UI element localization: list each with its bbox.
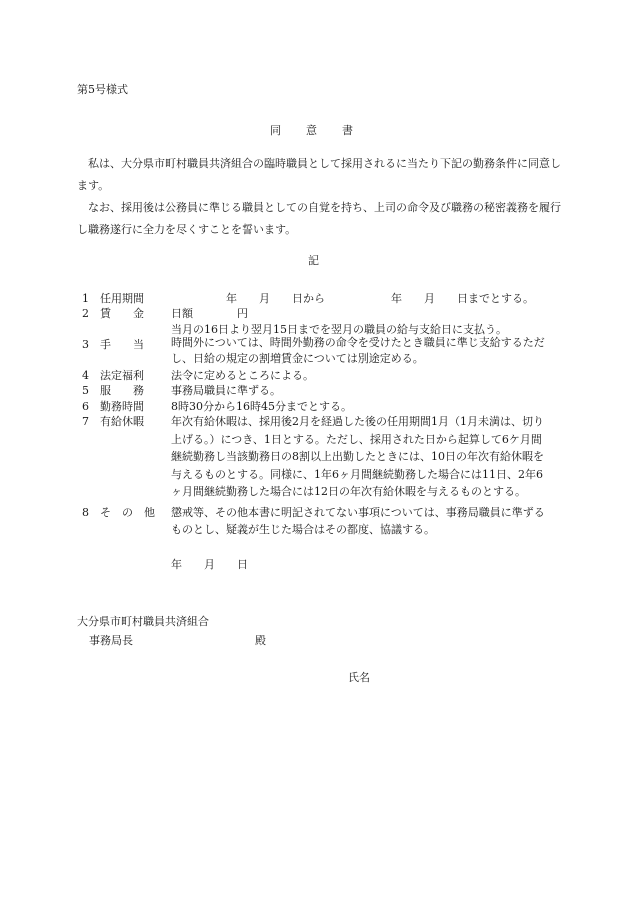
item-number: 3 xyxy=(82,338,89,351)
director-title: 事務局長 xyxy=(89,634,133,647)
date-month: 月 xyxy=(204,558,215,571)
item-text: 事務局職員に準ずる。 xyxy=(171,384,281,397)
item-label: 賃 金 xyxy=(100,307,144,320)
item-text: 法令に定めるところによる。 xyxy=(171,369,314,382)
item-number: 7 xyxy=(82,415,89,428)
item-number: 6 xyxy=(82,400,89,413)
document-title xyxy=(270,123,353,138)
item-label: 勤務時間 xyxy=(100,400,144,413)
consent-paragraph: 私は、大分県市町村職員共済組合の臨時職員として採用されるに当たり下記の勤務条件に同意します。 xyxy=(77,157,561,192)
item-number: 2 xyxy=(82,307,89,320)
item-text: 日額 円 xyxy=(171,307,248,320)
title-char-2: 意 xyxy=(306,124,317,137)
item-number: 4 xyxy=(82,369,89,382)
honorific: 殿 xyxy=(255,634,266,647)
date-year: 年 xyxy=(171,558,182,571)
item-label: 服 務 xyxy=(100,384,144,397)
item-text: 年 月 日から 年 月 日までとする。 xyxy=(171,292,534,305)
organization-name: 大分県市町村職員共済組合 xyxy=(77,615,209,628)
title-char-3: 書 xyxy=(342,124,353,137)
item-number: 8 xyxy=(82,506,89,519)
signature-label: 氏名 xyxy=(348,671,370,684)
item-label: 法定福利 xyxy=(100,369,144,382)
ki-heading: 記 xyxy=(308,254,319,267)
item-text: 8時30分から16時45分までとする。 xyxy=(171,400,352,413)
item-text: 年次有給休暇は、採用後2月を経過した後の任用期間1月（1月未満は、切り上げる。）につき、1日とする。ただし、採用された日から起算して6ケ月間継続勤務し当該勤務日の8割以上出勤したときには、10日の年次有給休暇を与えるものとする。同様に、1年6ヶ月間継続勤務した場合には11日、2年6ヶ月間継続勤務した場合には12日の年次有給休暇を与えるものとする。 xyxy=(171,415,544,498)
oath-paragraph: なお、採用後は公務員に準じる職員としての自覚を持ち、上司の命令及び職務の秘密義務を履行し職務遂行に全力を尽くすことを誓います。 xyxy=(77,201,561,236)
date-day: 日 xyxy=(237,558,248,571)
date-line xyxy=(171,557,248,572)
item-text-continuation: 当月の16日より翌月15日までを翌月の職員の給与支給日に支払う。 xyxy=(171,323,507,336)
item-label: 有給休暇 xyxy=(100,415,144,428)
item-label: 任用期間 xyxy=(100,292,144,305)
item-label: 手 当 xyxy=(100,338,144,351)
item-text: 時間外については、時間外勤務の命令を受けたとき職員に準じ支給するただし、日給の規定の割増賃金については別途定める。 xyxy=(171,336,545,365)
item-number: 5 xyxy=(82,384,89,397)
item-text: 懲戒等、その他本書に明記されてない事項については、事務局職員に準ずるものとし、疑義が生じた場合はその都度、協議する。 xyxy=(171,506,545,536)
item-label: そ の 他 xyxy=(100,506,155,519)
item-number: 1 xyxy=(82,292,89,305)
title-char-1: 同 xyxy=(270,124,281,137)
form-number: 第5号様式 xyxy=(77,83,128,96)
